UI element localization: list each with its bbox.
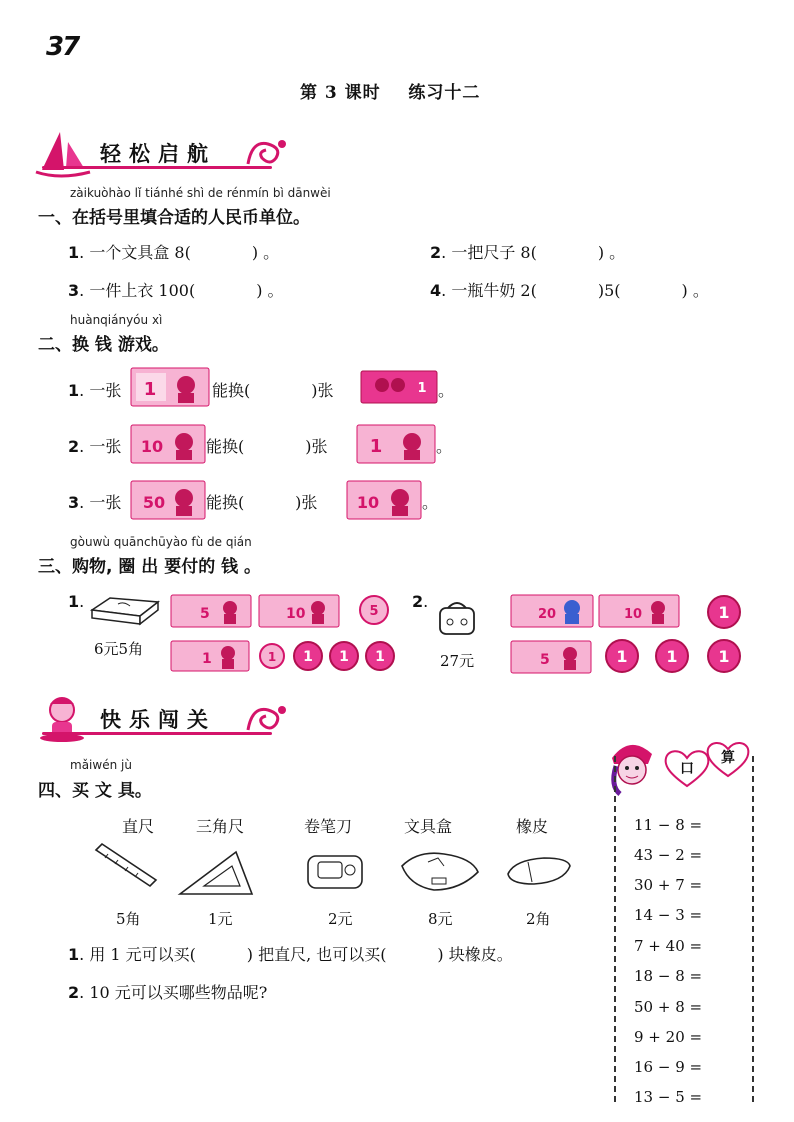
- mental-math-label-b: 算: [721, 750, 735, 766]
- banknote-20-yuan: [510, 594, 594, 628]
- section1-heading: 一、在括号里填合适的人民币单位。: [38, 208, 310, 228]
- s3-item-2-number: 2.: [412, 592, 429, 611]
- item-number: 3: [68, 493, 80, 512]
- note-value: 1: [202, 651, 212, 667]
- item-text: . 一把尺子 8( ) 。: [441, 243, 626, 262]
- s4-question-1: [68, 942, 513, 965]
- coin-value: 1: [666, 647, 678, 666]
- mental-math-item: 50 + 8 =: [634, 998, 703, 1016]
- section4-pinyin: mǎiwén jù: [70, 758, 132, 772]
- banknote-10-yuan: [258, 594, 340, 628]
- s2-item-2-mid: 能换( )张: [206, 437, 328, 456]
- s2-item-1-pre: [68, 378, 121, 401]
- note-value: 20: [538, 607, 557, 622]
- banner-title: 轻松启航: [100, 142, 216, 166]
- section2-heading: 二、换 钱 游戏。: [38, 335, 169, 355]
- note-value: 5: [540, 652, 550, 668]
- mental-math-item: 16 − 9 =: [634, 1058, 703, 1076]
- item-number: 2: [430, 243, 442, 262]
- coin-1-yuan: [604, 638, 640, 674]
- swirl-ornament-icon: [242, 700, 292, 736]
- product-price-triangle: 1元: [208, 910, 233, 928]
- s1-item-1: [68, 240, 279, 263]
- item-number: 4: [430, 281, 442, 300]
- item-number: 3: [68, 281, 80, 300]
- coin-value: 1: [267, 650, 277, 664]
- coin-1-yuan: [654, 638, 690, 674]
- mental-math-item: 14 − 3 =: [634, 906, 703, 924]
- item-text: . 一张: [79, 381, 122, 400]
- triangle-ruler-icon: [176, 848, 256, 898]
- note-value: 10: [356, 493, 380, 512]
- coin-value: 1: [616, 647, 628, 666]
- mental-math-item: 11 − 8 =: [634, 816, 703, 834]
- banknote-10-yuan: [130, 424, 206, 464]
- child-mascot-icon: [32, 694, 98, 744]
- banner-underline: [42, 732, 272, 735]
- coin-value: 1: [718, 647, 730, 666]
- mental-math-item: 30 + 7 =: [634, 876, 703, 894]
- s3-item-1-number: 1.: [68, 592, 85, 611]
- mental-math-box: [614, 756, 754, 1106]
- banner-happy-challenge: [30, 694, 290, 746]
- banknote-1-jiao: [360, 370, 438, 404]
- section1-pinyin: zàikuòhào lǐ tiánhé shì de rénmín bì dānwèi: [70, 186, 331, 200]
- pencil-case-icon: [88, 596, 160, 626]
- item-text: . 用 1 元可以买( ) 把直尺, 也可以买( ) 块橡皮。: [79, 945, 513, 964]
- banknote-10-yuan: [346, 480, 422, 520]
- product-price-ruler: 5角: [116, 910, 141, 928]
- s3-item-2-price: 27元: [440, 652, 475, 670]
- product-name-sharpener: 卷笔刀: [304, 817, 353, 836]
- coin-value: 1: [303, 649, 313, 665]
- item-number: 1: [68, 592, 80, 611]
- coin-1-yuan: [292, 640, 324, 672]
- coin-1-jiao: [258, 642, 286, 670]
- banknote-1-yuan: [170, 640, 250, 672]
- pencil-sharpener-icon: [300, 848, 370, 894]
- item-text: . 10 元可以买哪些物品呢?: [79, 983, 268, 1002]
- banknote-1-yuan: [130, 367, 210, 407]
- banknote-5-yuan: [170, 594, 252, 628]
- swirl-ornament-icon: [242, 134, 292, 170]
- s2-item-1-post: 。: [438, 381, 455, 400]
- section2-pinyin: huànqiányóu xì: [70, 313, 163, 327]
- section4-heading: 四、买 文 具。: [38, 781, 152, 801]
- s1-item-3: [68, 278, 284, 301]
- section3-pinyin: gòuwù quānchūyào fù de qián: [70, 535, 252, 549]
- note-value: 1: [143, 379, 157, 400]
- note-value: 1: [417, 381, 427, 396]
- item-text: . 一件上衣 100( ) 。: [79, 281, 284, 300]
- note-value: 10: [624, 607, 643, 622]
- note-value: 50: [142, 493, 166, 512]
- mental-math-item: 9 + 20 =: [634, 1028, 703, 1046]
- coin-1-yuan: [706, 638, 742, 674]
- coin-value: 1: [339, 649, 349, 665]
- s2-item-3-pre: [68, 490, 121, 513]
- mental-math-label-a: 口: [680, 761, 694, 777]
- mental-math-item: 13 − 5 =: [634, 1088, 703, 1106]
- product-price-eraser: 2角: [526, 910, 551, 928]
- mental-math-item: 7 + 40 =: [634, 937, 703, 955]
- banknote-5-yuan: [510, 640, 592, 674]
- section3-heading: 三、购物, 圈 出 要付的 钱 。: [38, 557, 262, 577]
- s2-item-1-mid: 能换( )张: [212, 381, 334, 400]
- item-number: 1: [68, 945, 80, 964]
- item-text: . 一张: [79, 437, 122, 456]
- s2-item-3-post: 。: [422, 493, 439, 512]
- product-price-sharpener: 2元: [328, 910, 353, 928]
- item-text: . 一张: [79, 493, 122, 512]
- note-value: 10: [140, 437, 164, 456]
- product-name-triangle: 三角尺: [196, 817, 245, 836]
- coin-value: 5: [369, 604, 379, 619]
- banner-easy-start: [30, 128, 290, 180]
- s2-item-2-post: 。: [436, 437, 453, 456]
- banknote-50-yuan: [130, 480, 206, 520]
- product-price-pencil-box: 8元: [428, 910, 453, 928]
- coin-1-yuan: [328, 640, 360, 672]
- s1-item-4: [430, 278, 709, 301]
- s2-item-2-pre: [68, 434, 121, 457]
- s1-item-2: [430, 240, 625, 263]
- coin-value: 1: [718, 603, 730, 622]
- coin-value: 1: [375, 649, 385, 665]
- banner-underline: [42, 166, 272, 169]
- coin-1-yuan: [706, 594, 742, 630]
- product-name-eraser: 橡皮: [516, 817, 549, 836]
- note-value: 1: [369, 436, 383, 457]
- note-value: 10: [286, 606, 306, 622]
- item-number: 2: [68, 983, 80, 1002]
- item-number: 1: [68, 381, 80, 400]
- item-number: 1: [68, 243, 80, 262]
- s4-question-2: [68, 980, 267, 1003]
- s3-item-1-price: 6元5角: [94, 640, 144, 658]
- sailboat-icon: [30, 128, 100, 178]
- ruler-icon: [92, 842, 160, 890]
- page-number: 37: [46, 32, 79, 62]
- coin-1-yuan: [364, 640, 396, 672]
- banner-title: 快乐闯关: [100, 708, 216, 732]
- s2-item-3-mid: 能换( )张: [206, 493, 318, 512]
- item-number: 2: [68, 437, 80, 456]
- note-value: 5: [200, 606, 210, 622]
- lesson-title: 第 3 课时 练习十二: [300, 83, 481, 103]
- product-name-ruler: 直尺: [122, 817, 155, 836]
- banknote-1-yuan: [356, 424, 436, 464]
- mental-math-item: 43 − 2 =: [634, 846, 703, 864]
- item-text: . 一瓶牛奶 2( )5( ) 。: [441, 281, 709, 300]
- item-text: . 一个文具盒 8( ) 。: [79, 243, 280, 262]
- eraser-icon: [504, 852, 574, 890]
- product-name-pencil-box: 文具盒: [404, 817, 453, 836]
- item-number: 2: [412, 592, 424, 611]
- mental-math-item: 18 − 8 =: [634, 967, 703, 985]
- pencil-box-icon: [398, 846, 482, 896]
- bag-icon: [434, 598, 480, 640]
- coin-5-jiao: [358, 594, 390, 626]
- banknote-10-yuan: [598, 594, 680, 628]
